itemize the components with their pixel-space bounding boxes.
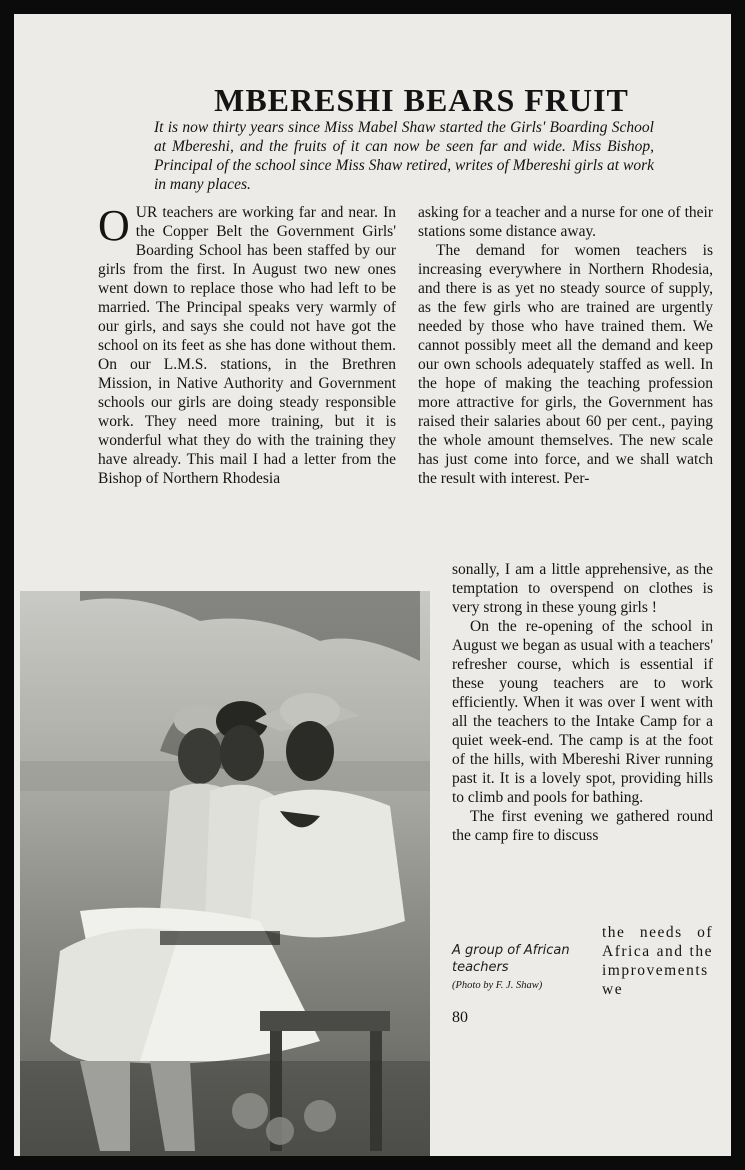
teachers-photo — [20, 591, 430, 1156]
photo-caption-block — [452, 942, 614, 991]
article-intro: It is now thirty years since Miss Mabel Shaw started the Girls' Boarding School at Mbereshi, and the fruits of it can now be seen far and wide. Miss Bishop, Principal of the school since Miss Shaw retired, writes of Mbereshi girls at work in many places. — [154, 119, 654, 193]
drop-cap: O — [98, 201, 130, 250]
right-column-lower — [452, 560, 713, 845]
photo-illustration — [20, 591, 430, 1156]
paragraph-2-continued: sonally, I am a little apprehensive, as the temptation to overspend on clothes is very strong in these young girls ! — [452, 561, 713, 616]
paragraph-4: The first evening we gathered round the camp fire to discuss — [452, 808, 713, 844]
paragraph-1: asking for a teacher and a nurse for one of their stations some distance away. — [418, 204, 713, 240]
left-column — [98, 203, 396, 488]
article-title: MBERESHI BEARS FRUIT — [214, 82, 629, 118]
paragraph-3: On the re-opening of the school in August we began as usual with a teachers' refresher course, which is essential if these young teachers are to work efficiently. When it was over I went with all the teachers to the Intake Camp for a quiet week-end. The camp is at the foot of the hills, with Mbereshi River running past it. It is a lovely spot, providing hills to climb and pools for bathing. — [452, 618, 713, 806]
paragraph-4-tail: the needs of Africa and the improvements we — [602, 924, 713, 998]
photo-credit: (Photo by F. J. Shaw) — [452, 980, 543, 991]
photo-caption: A group of African teachers — [452, 943, 570, 975]
paragraph-2: The demand for women teachers is increasing everywhere in Northern Rhodesia, and there is as yet no steady source of supply, as the few girls who are trained are urgently needed by those who have trained them. We cannot possibly meet all the demand and keep our own schools adequately staffed as well. In the hope of making the teaching profession more attractive for girls, the Government has raised their salaries about 60 per cent., paying the whole amount themselves. The new scale has just come into force, and we shall watch the result with interest. Per- — [418, 242, 713, 487]
page-number: 80 — [452, 1009, 468, 1026]
left-column-text: UR teachers are working far and near. In the Copper Belt the Government Girls' Boarding School has been staffed by our girls from the first. In August two new ones went down to replace those who had left to be married. The Principal speaks very warmly of our girls, and says she could not have got the school on its feet as she has done without them. On our L.M.S. stations, in the Brethren Mission, in Native Authority and Government schools our girls are doing steady responsible work. They need more training, but it is wonderful what they do with the training they have already. This mail I had a letter from the Bishop of Northern Rhodesia — [98, 204, 396, 487]
magazine-page — [14, 14, 731, 1156]
right-column — [418, 203, 713, 488]
